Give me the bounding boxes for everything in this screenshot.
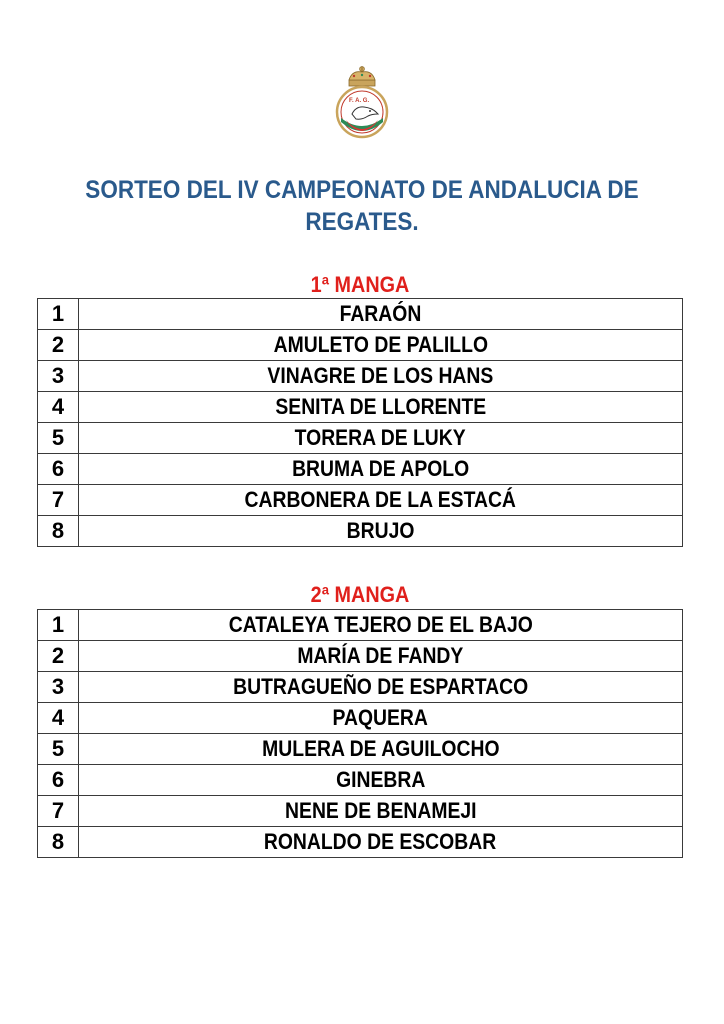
table-row: [38, 392, 683, 423]
entry-number: 6: [38, 765, 79, 796]
entry-number: 3: [38, 361, 79, 392]
table-row: [38, 423, 683, 454]
entry-name: PAQUERA: [79, 703, 683, 734]
table-row: [38, 734, 683, 765]
table-row: [38, 361, 683, 392]
crest-letters: F. A. G.: [349, 98, 370, 104]
table-row: [38, 703, 683, 734]
entry-number: 7: [38, 485, 79, 516]
round-1-table: [37, 298, 683, 547]
entry-number: 4: [38, 392, 79, 423]
table-row: [38, 672, 683, 703]
entry-number: 5: [38, 423, 79, 454]
round-2-table: [37, 609, 683, 858]
page-title: SORTEO DEL IV CAMPEONATO DE ANDALUCIA DE REGATES.: [85, 176, 639, 236]
entry-name: BRUJO: [79, 516, 683, 547]
entry-name: MULERA DE AGUILOCHO: [79, 734, 683, 765]
entry-name: FARAÓN: [79, 299, 683, 330]
entry-number: 2: [38, 641, 79, 672]
entry-name: RONALDO DE ESCOBAR: [79, 827, 683, 858]
table-row: [38, 516, 683, 547]
table-row: [38, 796, 683, 827]
table-row: [38, 330, 683, 361]
entry-name: AMULETO DE PALILLO: [79, 330, 683, 361]
entry-number: 7: [38, 796, 79, 827]
entry-name: NENE DE BENAMEJI: [79, 796, 683, 827]
entry-name: VINAGRE DE LOS HANS: [79, 361, 683, 392]
round-1-title: 1ª MANGA: [310, 272, 410, 297]
entry-name: BRUMA DE APOLO: [79, 454, 683, 485]
entry-number: 6: [38, 454, 79, 485]
table-row: [38, 827, 683, 858]
entry-name: GINEBRA: [79, 765, 683, 796]
table-row: [38, 485, 683, 516]
entry-number: 8: [38, 827, 79, 858]
entry-number: 1: [38, 299, 79, 330]
table-row: [38, 454, 683, 485]
federation-crest-icon: [332, 64, 392, 140]
entry-name: SENITA DE LLORENTE: [79, 392, 683, 423]
entry-name: TORERA DE LUKY: [79, 423, 683, 454]
entry-number: 2: [38, 330, 79, 361]
table-row: [38, 765, 683, 796]
entry-name: MARÍA DE FANDY: [79, 641, 683, 672]
table-row: [38, 641, 683, 672]
entry-number: 4: [38, 703, 79, 734]
entry-name: CARBONERA DE LA ESTACÁ: [79, 485, 683, 516]
entry-number: 3: [38, 672, 79, 703]
crown-icon: [349, 66, 375, 86]
round-2-title: 2ª MANGA: [310, 582, 410, 607]
entry-name: CATALEYA TEJERO DE EL BAJO: [79, 610, 683, 641]
table-row: [38, 299, 683, 330]
entry-number: 8: [38, 516, 79, 547]
entry-name: BUTRAGUEÑO DE ESPARTACO: [79, 672, 683, 703]
table-row: [38, 610, 683, 641]
entry-number: 5: [38, 734, 79, 765]
entry-number: 1: [38, 610, 79, 641]
